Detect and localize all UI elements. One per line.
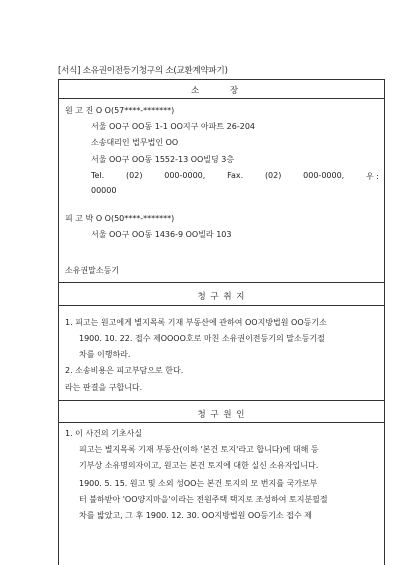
contact-fax-label: Fax. [227,171,244,180]
contact-tel-area: (02) [126,171,143,180]
plaintiff-agent: 소송대리인 법무법인 OO [91,138,179,147]
form-header: [서식] 소유권이전등기청구의 소(교환계약파기) [58,66,228,76]
claim-title-divider [59,305,384,306]
claim-item-1-line-3: 차를 이행하라. [79,350,131,359]
contact-tel-label: Tel. [91,171,105,180]
case-name: 소유권말소등기 [65,266,120,275]
cause-title: 청 구 원 인 [197,410,246,420]
claim-item-1-line-1: 1. 피고는 원고에게 별지목록 기재 부동산에 관하여 OO지방법원 OO등기소 [65,318,327,327]
cause-title-divider [59,422,384,423]
case-divider [59,282,384,283]
contact-postal-label: 우 : [366,172,379,181]
defendant-address: 서울 OO구 OO동 1436-9 OO빌라 103 [91,230,232,239]
cause-heading: 1. 이 사건의 기초사실 [65,429,143,438]
claim-closing: 라는 판결을 구합니다. [65,383,143,392]
contact-fax-area: (02) [264,171,282,180]
plaintiff-contact [91,171,379,182]
contact-fax-number: 000-0000, [303,171,345,180]
claim-title: 청 구 취 지 [197,292,246,302]
contact-tel-number: 000-0000, [164,171,206,180]
plaintiff-label: 원 고 진 O O(57****-*******) [65,106,175,115]
title-divider [59,98,384,99]
document-title: 소 장 [190,86,253,96]
document-body [58,79,385,565]
plaintiff-agent-address: 서울 OO구 OO동 1552-13 OO빌딩 3층 [91,155,235,164]
cause-para-2-line-2: 터 불하받아 'OO양지마을'이라는 전원주택 택지로 조성하여 토지분필절 [79,495,328,504]
plaintiff-postal: 00000 [91,186,117,195]
cause-para-2-line-1: 1900. 5. 15. 원고 및 소외 성OO는 본건 토지의 모 번지를 국가로부 [79,479,318,488]
plaintiff-address: 서울 OO구 OO동 1-1 OO지구 아파트 26-204 [91,122,255,131]
cause-para-1-line-1: 피고는 별지목록 기재 부동산(이하 '본건 토지'라고 합니다)에 대해 등 [79,445,319,454]
claim-item-2: 2. 소송비용은 피고부담으로 한다. [65,366,184,375]
claim-divider [59,400,384,401]
cause-para-1-line-2: 기부상 소유명의자이고, 원고는 본건 토지에 대한 실신 소유자입니다. [79,461,319,470]
claim-item-1-line-2: 1900. 10. 22. 접수 제OOOO호로 마친 소유권이전등기의 말소등기절 [79,334,325,343]
defendant-label: 피 고 박 O O(50****-*******) [65,214,175,223]
cause-para-2-line-3: 차를 밟았고, 그 후 1900. 12. 30. OO지방법원 OO등기소 접수 제 [79,511,312,520]
